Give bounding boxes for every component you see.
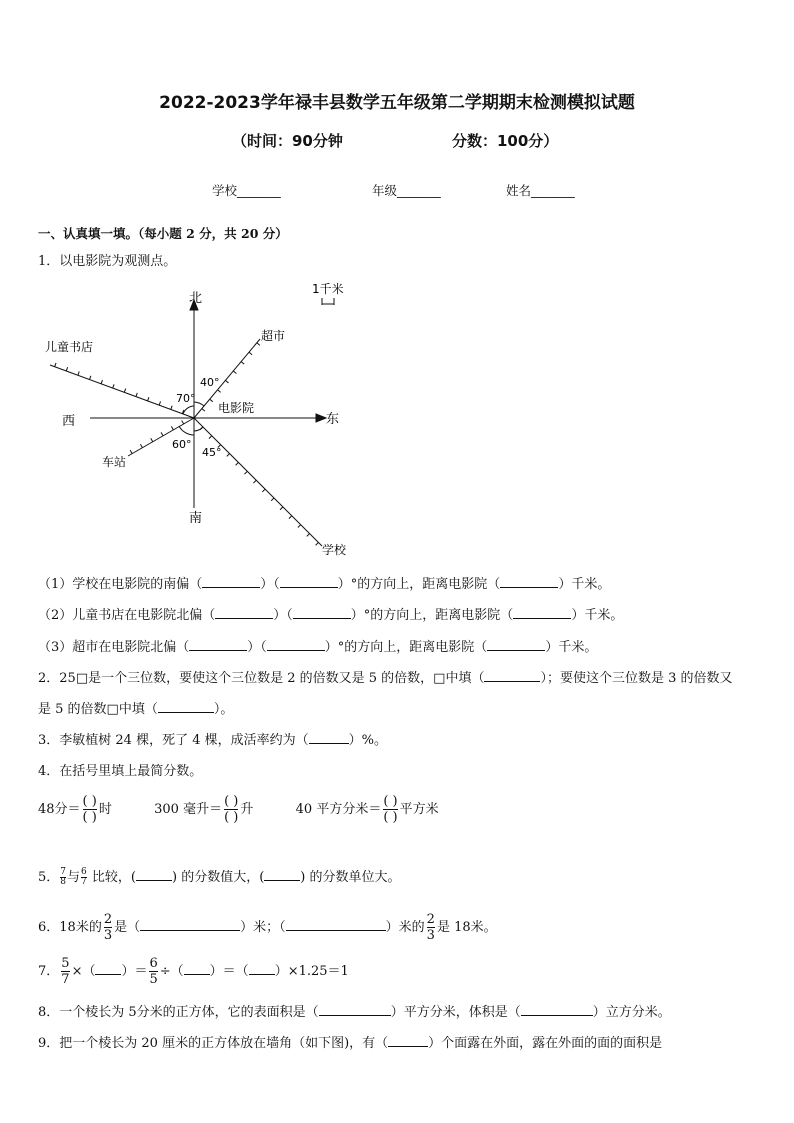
south-label: 南 [189,511,203,526]
scale-tick [307,534,310,537]
school-field: 学校_______ [212,183,281,198]
scale-tick [66,367,67,371]
scale-tick [148,397,149,401]
scale-tick [289,516,292,519]
west-label: 西 [62,414,76,429]
grade-field: 年级_______ [372,183,441,198]
compass-diagram [38,278,358,560]
scale-tick [151,438,153,441]
scale-tick [55,363,56,367]
scale-tick [202,409,205,412]
scale-tick [245,471,248,474]
angle-40-label: 40° [200,376,220,389]
question-1-part-1: （1）学校在电影院的南偏（ ）（ ）°的方向上，距离电影院（ ）千米。 [38,577,611,592]
scale-tick [236,462,239,465]
scale-tick [262,489,265,492]
scale-tick [227,454,230,457]
north-label: 北 [189,291,203,306]
angle-70-label: 70° [176,392,196,405]
scale-tick [298,525,301,528]
station-label: 车站 [102,455,127,469]
question-4-items: 48分＝ $\frac{( )}{( )}$ 时 300 毫升＝ $\frac{( )}{( )}$ 升 40 平方分米＝ $\frac{( )}{( )}$ 平方米 [38,794,439,825]
scale-tick [280,507,283,510]
bookstore-label: 儿童书店 [45,340,94,354]
question-4-stem: 4．在括号里填上最简分数。 [38,764,203,779]
east-label: 东 [326,412,340,427]
scale-tick [257,343,260,346]
question-5: 5．$\frac{7}{8}$与$\frac{6}{7}$ 比较，( ) 的分数值大，( ) 的分数单位大。 [38,867,401,887]
scale-tick [161,432,163,435]
section-heading: 一、认真填一填。（每小题 2 分，共 20 分） [38,226,288,241]
scale-tick [159,401,160,405]
supermarket-label: 超市 [261,329,286,343]
scale-tick [136,393,137,397]
scale-tick [130,450,132,453]
scale-tick [241,362,244,365]
exam-time: （时间：90分钟 [232,132,343,150]
question-1-part-3: （3）超市在电影院北偏（ ）（ ）°的方向上，距离电影院（ ）千米。 [38,640,598,655]
angle-45-label: 45° [202,446,222,459]
name-field: 姓名_______ [506,183,575,198]
question-2-line-2: 是 5 的倍数□中填（ ）。 [38,702,234,717]
scale-tick [171,426,173,429]
scale-tick [171,406,172,410]
scale-tick [233,371,236,374]
question-7: 7． $\frac{5}{7}$ ×（ ）＝ $\frac{6}{5}$ ÷（ ）＝（ ）×1.25＝1 [38,956,349,987]
exam-score: 分数：100分） [452,132,559,150]
question-9: 9．把一个棱长为 20 厘米的正方体放在墙角（如下图)，有（ ）个面露在外面，露在外面的面的面积是 [38,1036,663,1051]
scale-tick [78,372,79,376]
question-2-line-1: 2．25□是一个三位数，要使这个三位数是 2 的倍数又是 5 的倍数，□中填（ ）；要使这个三位数是 3 的倍数又 [38,671,733,686]
scale-tick [200,427,203,430]
scale-tick [182,420,184,423]
question-1-stem: 1．以电影院为观测点。 [38,254,177,269]
scale-tick [89,376,90,380]
scale-label: 1千米 [312,282,344,296]
scale-tick [253,480,256,483]
question-1-part-2: （2）儿童书店在电影院北偏（ ）（ ）°的方向上，距离电影院（ ）千米。 [38,608,624,623]
scale-tick [271,498,274,501]
scale-tick [249,352,252,355]
question-6: 6．18米的 $\frac{2}{3}$ 是（ ）米；（ ）米的 $\frac{2}{3}$ 是 18米。 [38,912,497,943]
scale-tick [124,389,125,393]
question-8: 8．一个棱长为 5分米的正方体，它的表面积是（ ）平方分米，体积是（ ）立方分米。 [38,1005,671,1020]
angle-60-label: 60° [172,438,192,451]
scale-tick [140,444,142,447]
question-3: 3．李敏植树 24 棵，死了 4 棵，成活率约为（ ）%。 [38,733,387,748]
page-title: 2022-2023学年禄丰县数学五年级第二学期期末检测模拟试题 [159,93,635,113]
scale-tick [113,384,114,388]
scale-tick [209,436,212,439]
scale-tick [316,542,319,545]
scale-tick [225,380,228,383]
scale-tick [101,380,102,384]
cinema-label: 电影院 [218,401,255,415]
scale-tick [210,399,213,402]
school-label: 学校 [322,543,347,557]
scale-tick [218,390,221,393]
